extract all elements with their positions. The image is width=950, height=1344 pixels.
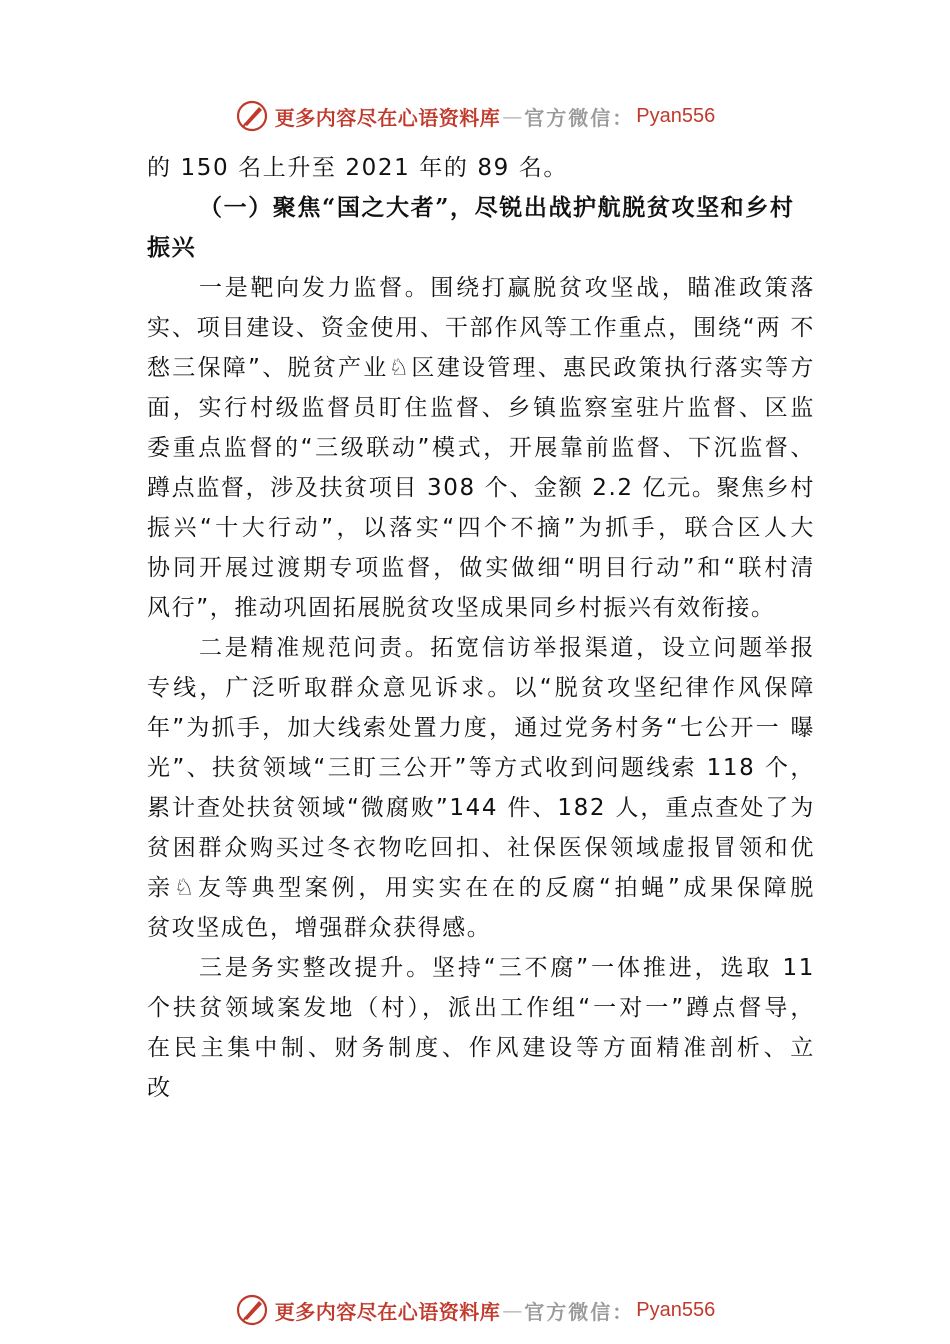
body-line: 在民主集中制、财务制度、作风建设等方面精准剖析、立 [147, 1035, 815, 1061]
body-line: 委重点监督的“三级联动”模式，开展靠前监督、下沉监督、 [147, 435, 815, 461]
body-line: 振兴“十大行动”，以落实“四个不摘”为抓手，联合区人大 [147, 515, 815, 541]
body-line: 累计查处扶贫领域“微腐败”144 件、182 人，重点查处了为 [147, 795, 815, 821]
header-banner [0, 96, 950, 136]
footer-banner [0, 1290, 950, 1330]
body-line: 光”、扶贫领域“三盯三公开”等方式收到问题线索 118 个， [147, 755, 815, 781]
footer-brand: 更多内容尽在心语资料库 [274, 1299, 501, 1324]
body-line: 亲♘友等典型案例，用实实在在的反腐“拍蝇”成果保障脱 [147, 875, 815, 901]
footer-separator: — [502, 1298, 523, 1322]
document-body [147, 148, 815, 1108]
paragraph-end: 改 [147, 1075, 172, 1101]
body-line: 愁三保障”、脱贫产业♘区建设管理、惠民政策执行落实等方 [147, 355, 815, 381]
section-heading-continued: 振兴 [147, 234, 197, 261]
footer-wechat-label: 官方微信： [524, 1299, 635, 1324]
body-line: 协同开展过渡期专项监督，做实做细“明目行动”和“联村清 [147, 555, 815, 581]
header-wechat-id: Pyan556 [636, 104, 716, 127]
quill-logo-icon [235, 99, 269, 133]
paragraph-start: 一是靶向发力监督。围绕打赢脱贫攻坚战，瞄准政策落 [199, 275, 815, 301]
header-separator: — [502, 104, 523, 128]
header-wechat-label: 官方微信： [524, 105, 635, 130]
paragraph-end: 风行”，推动巩固拓展脱贫攻坚成果同乡村振兴有效衔接。 [147, 595, 776, 621]
body-line: 专线，广泛听取群众意见诉求。以“脱贫攻坚纪律作风保障 [147, 675, 815, 701]
paragraph-end: 贫攻坚成色，增强群众获得感。 [147, 915, 492, 941]
paragraph-start: 三是务实整改提升。坚持“三不腐”一体推进，选取 11 [199, 955, 815, 981]
body-line: 的 150 名上升至 2021 年的 89 名。 [147, 155, 568, 181]
header-brand: 更多内容尽在心语资料库 [274, 105, 501, 130]
paragraph-start: 二是精准规范问责。拓宽信访举报渠道，设立问题举报 [199, 635, 815, 661]
body-line: 个扶贫领域案发地（村），派出工作组“一对一”蹲点督导， [147, 995, 815, 1021]
footer-wechat-id: Pyan556 [636, 1298, 716, 1321]
section-heading: （一）聚焦“国之大者”，尽锐出战护航脱贫攻坚和乡村 [199, 194, 795, 221]
body-line: 面，实行村级监督员盯住监督、乡镇监察室驻片监督、区监 [147, 395, 815, 421]
body-line: 贫困群众购买过冬衣物吃回扣、社保医保领域虚报冒领和优 [147, 835, 815, 861]
body-line: 年”为抓手，加大线索处置力度，通过党务村务“七公开一 曝 [147, 715, 815, 741]
body-line: 实、项目建设、资金使用、干部作风等工作重点，围绕“两 不 [147, 315, 815, 341]
body-line: 蹲点监督，涉及扶贫项目 308 个、金额 2.2 亿元。聚焦乡村 [147, 475, 815, 501]
quill-logo-icon [235, 1293, 269, 1327]
